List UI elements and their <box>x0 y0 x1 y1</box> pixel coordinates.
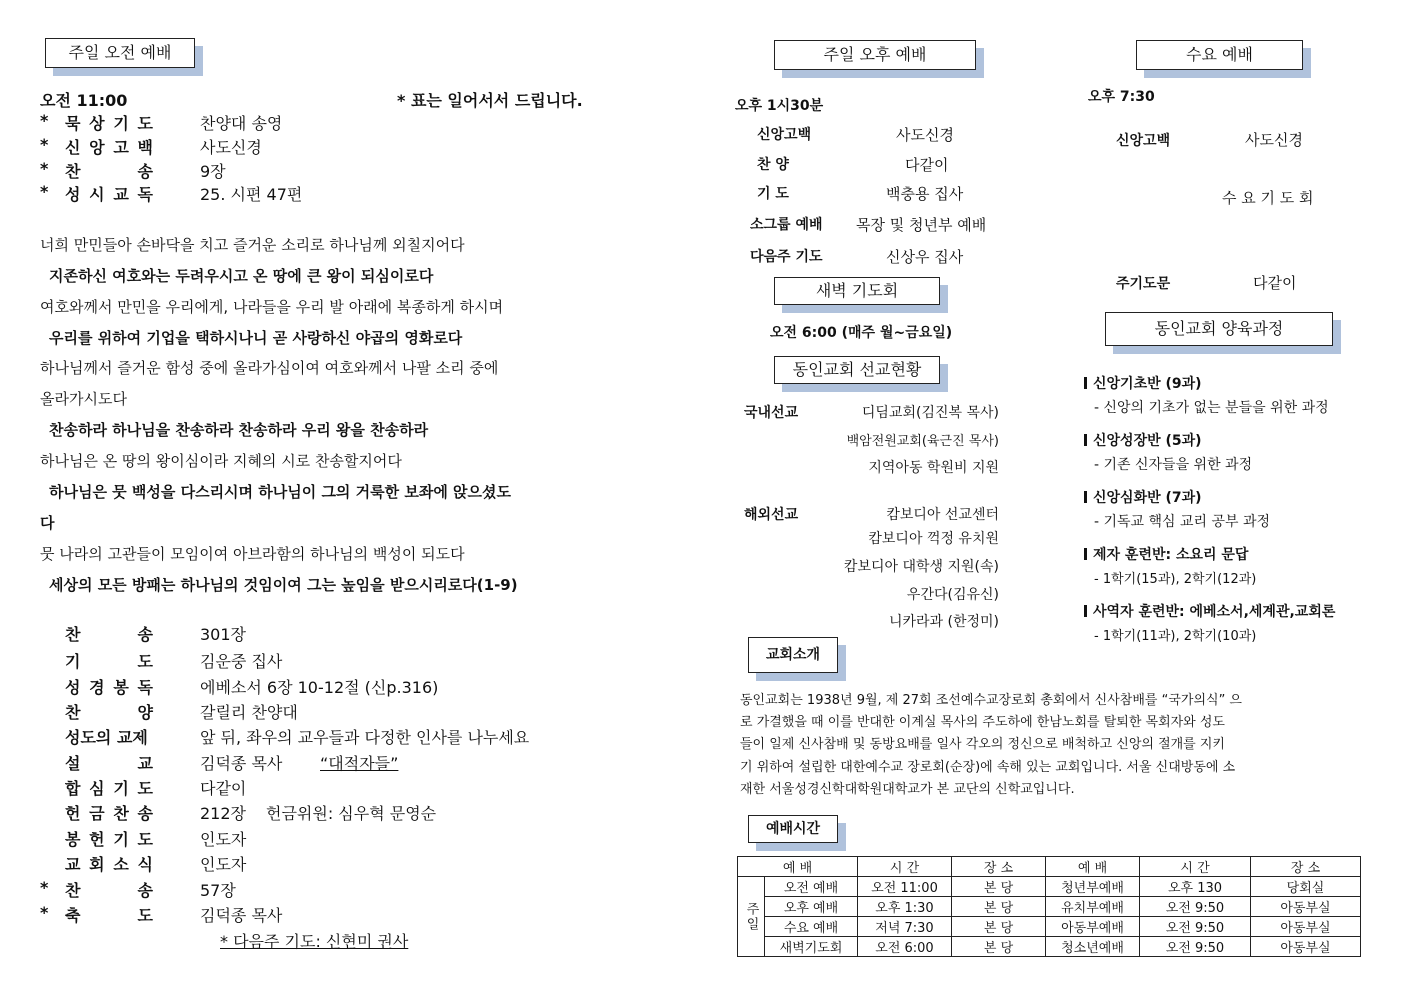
table-cell: 본 당 <box>952 917 1046 937</box>
order-value: 9장 <box>200 162 226 181</box>
training-desc: - 1학기(11과), 2학기(10과) <box>1094 629 1257 644</box>
table-cell: 아동부예배 <box>1046 917 1140 937</box>
dawn-prayer-title: 새벽 기도회 <box>774 277 940 305</box>
stand-mark: * <box>40 135 49 154</box>
reading-line: 뭇 나라의 고관들이 모임이여 아브라함의 하나님의 백성이 되도다 <box>40 545 465 563</box>
afternoon-label: 소그룹 예배 <box>750 217 823 233</box>
column-header: 예 배 <box>1046 857 1140 877</box>
table-cell: 청소년예배 <box>1046 937 1140 957</box>
reading-line: 너희 만민들아 손바닥을 치고 즐거운 소리로 하나님께 외칠지어다 <box>40 236 465 254</box>
training-desc: - 신앙의 기초가 없는 분들을 위한 과정 <box>1094 400 1329 416</box>
order-value: 인도자 <box>200 855 247 874</box>
afternoon-label: 다음주 기도 <box>750 249 823 265</box>
sunday-group-label: 주일 <box>738 877 765 957</box>
order-label: 찬 송 <box>65 162 153 181</box>
order-value: 찬양대 송영 <box>200 114 283 133</box>
table-header-row <box>738 857 1361 877</box>
intro-line: 재한 서울성경신학대학원대학교가 본 교단의 신학교입니다. <box>740 782 1075 797</box>
order-label: 봉 헌 기 도 <box>65 830 153 849</box>
table-cell: 오전 예배 <box>765 877 858 897</box>
church-intro-title: 교회소개 <box>748 637 838 673</box>
wednesday-time: 오후 7:30 <box>1088 89 1155 105</box>
schedule-title: 예배시간 <box>748 815 838 843</box>
order-value: 김운중 집사 <box>200 652 283 671</box>
reading-line: 지존하신 여호와는 두려우시고 온 땅에 큰 왕이 되심이로다 <box>49 267 434 285</box>
order-label: 교 회 소 식 <box>65 855 153 874</box>
stand-mark: * <box>40 878 49 897</box>
table-cell: 청년부예배 <box>1046 877 1140 897</box>
training-desc: - 1학기(15과), 2학기(12과) <box>1094 572 1257 587</box>
table-row <box>738 937 1361 957</box>
lords-prayer-label: 주기도문 <box>1116 276 1171 292</box>
wednesday-title: 수요 예배 <box>1136 40 1303 70</box>
column-header: 시 간 <box>1140 857 1251 877</box>
order-label: 성 경 봉 독 <box>65 678 153 697</box>
order-value: 다같이 <box>200 779 247 798</box>
reading-line: 하나님께서 즐거운 함성 중에 올라가심이여 여호와께서 나팔 소리 중에 <box>40 359 499 377</box>
stand-mark: * <box>40 111 49 130</box>
wednesday-meeting: 수 요 기 도 회 <box>1222 189 1314 207</box>
reading-line: 올라가시도다 <box>40 390 127 408</box>
intro-line: 기 위하여 설립한 대한예수교 장로회(순장)에 속해 있는 교회입니다. 서울 신대방동에 소 <box>740 760 1236 775</box>
order-value: 301장 <box>200 625 246 644</box>
table-cell: 오후 130 <box>1140 877 1251 897</box>
column-header: 장 소 <box>1251 857 1361 877</box>
order-label: 찬 송 <box>65 881 153 900</box>
stand-mark: * <box>40 159 49 178</box>
bullet-bar <box>1084 434 1087 446</box>
afternoon-label: 신앙고백 <box>757 127 812 143</box>
mission-title: 동인교회 선교현황 <box>774 356 940 384</box>
reading-line: 다 <box>40 514 55 532</box>
order-label: 합 심 기 도 <box>65 779 153 798</box>
training-course: 신앙심화반 (7과) <box>1084 487 1202 507</box>
schedule-table <box>737 856 1361 957</box>
order-value: 사도신경 <box>200 138 262 157</box>
column-header: 장 소 <box>952 857 1046 877</box>
training-title: 동인교회 양육과정 <box>1105 312 1333 346</box>
afternoon-value: 사도신경 <box>896 126 954 144</box>
order-label: 헌 금 찬 송 <box>65 804 153 823</box>
reading-line: 찬송하라 하나님을 찬송하라 찬송하라 우리 왕을 찬송하라 <box>49 421 429 439</box>
order-value: 에베소서 6장 10-12절 (신p.316) <box>200 678 439 697</box>
afternoon-value: 목장 및 청년부 예배 <box>856 216 987 234</box>
mission-item: 디딤교회(김진복 목사) <box>861 405 999 421</box>
order-label: 찬 송 <box>65 625 153 644</box>
table-row <box>738 877 1361 897</box>
dawn-prayer-time: 오전 6:00 (매주 월~금요일) <box>770 325 953 341</box>
reading-line: 여호와께서 만민을 우리에게, 나라들을 우리 발 아래에 복종하게 하시며 <box>40 298 504 316</box>
mission-item: 백암전원교회(육근진 목사) <box>846 434 999 449</box>
order-label: 설 교 <box>65 754 153 773</box>
training-course: 신앙기초반 (9과) <box>1084 373 1202 393</box>
order-value: 25. 시편 47편 <box>200 185 303 204</box>
table-cell: 아동부실 <box>1251 917 1361 937</box>
intro-line: 들이 일제 신사참배 및 동방요배를 일사 각오의 정신으로 배척하고 신앙의 절개를 지키 <box>740 737 1225 752</box>
bullet-bar <box>1084 548 1087 560</box>
mission-item: 캄보디아 꺽정 유치원 <box>868 531 999 547</box>
order-label: 성도의 교제 <box>65 728 148 747</box>
table-cell: 유치부예배 <box>1046 897 1140 917</box>
table-cell: 오후 1:30 <box>858 897 952 917</box>
afternoon-label: 찬 양 <box>757 157 789 173</box>
table-cell: 저녁 7:30 <box>858 917 952 937</box>
stand-mark: * <box>40 903 49 922</box>
table-row <box>738 917 1361 937</box>
reading-line: 세상의 모든 방패는 하나님의 것임이여 그는 높임을 받으시리로다(1-9) <box>49 576 518 594</box>
table-cell: 본 당 <box>952 877 1046 897</box>
stand-mark: * <box>40 182 49 201</box>
table-row <box>738 897 1361 917</box>
table-cell: 새벽기도회 <box>765 937 858 957</box>
offering-committee: 헌금위원: 심우혁 문영순 <box>266 804 437 823</box>
mission-item: 지역아동 학원비 지원 <box>868 460 999 476</box>
order-value: 57장 <box>200 881 236 900</box>
intro-line: 로 가결했을 때 이를 반대한 이계실 목사의 주도하에 한남노회를 탈퇴한 목회자와 성도 <box>740 715 1225 730</box>
reading-line: 우리를 위하여 기업을 택하시나니 곧 사랑하신 야곱의 영화로다 <box>49 329 463 347</box>
order-label: 찬 양 <box>65 703 153 722</box>
mission-item: 니카라과 (한정미) <box>888 614 999 630</box>
order-label: 성 시 교 독 <box>65 185 153 204</box>
mission-item: 캄보디아 대학생 지원(속) <box>843 559 999 575</box>
order-value: 김덕종 목사 <box>200 906 283 925</box>
mission-item: 우간다(김유신) <box>906 587 999 603</box>
training-course: 제자 훈련반: 소요리 문답 <box>1084 544 1248 564</box>
table-cell: 당회실 <box>1251 877 1361 897</box>
sunday-morning-title: 주일 오전 예배 <box>45 38 195 68</box>
reading-line: 하나님은 온 땅의 왕이심이라 지혜의 시로 찬송할지어다 <box>40 452 402 470</box>
table-cell: 본 당 <box>952 897 1046 917</box>
column-header: 예 배 <box>738 857 858 877</box>
training-desc: - 기독교 핵심 교리 공부 과정 <box>1094 514 1271 530</box>
order-label: 묵 상 기 도 <box>65 114 153 133</box>
table-cell: 오전 9:50 <box>1140 937 1251 957</box>
domestic-mission-label: 국내선교 <box>744 405 799 421</box>
table-cell: 수요 예배 <box>765 917 858 937</box>
bullet-bar <box>1084 491 1087 503</box>
wednesday-creed-label: 신앙고백 <box>1116 133 1171 149</box>
overseas-mission-label: 해외선교 <box>744 507 799 523</box>
afternoon-time: 오후 1시30분 <box>735 98 824 114</box>
training-course: 신앙성장반 (5과) <box>1084 430 1202 450</box>
afternoon-value: 신상우 집사 <box>886 248 964 266</box>
order-label: 기 도 <box>65 652 153 671</box>
intro-line: 동인교회는 1938년 9월, 제 27회 조선예수교장로회 총회에서 신사참배를 “국가의식” 으 <box>740 693 1242 708</box>
morning-time: 오전 11:00 <box>40 91 128 110</box>
afternoon-label: 기 도 <box>757 186 789 202</box>
order-value: 인도자 <box>200 830 247 849</box>
order-label: 신 앙 고 백 <box>65 138 153 157</box>
table-cell: 오전 9:50 <box>1140 897 1251 917</box>
table-cell: 아동부실 <box>1251 937 1361 957</box>
sunday-afternoon-title: 주일 오후 예배 <box>774 40 976 70</box>
wednesday-creed-value: 사도신경 <box>1245 131 1303 149</box>
order-label: 축 도 <box>65 906 153 925</box>
sermon-title: “대적자들” <box>320 754 399 773</box>
table-cell: 본 당 <box>952 937 1046 957</box>
table-cell: 오전 11:00 <box>858 877 952 897</box>
sermon-preacher: 김덕종 목사 <box>200 754 283 773</box>
order-value: 앞 뒤, 좌우의 교우들과 다정한 인사를 나누세요 <box>200 728 530 747</box>
afternoon-value: 백충용 집사 <box>886 185 964 203</box>
reading-line: 하나님은 뭇 백성을 다스리시며 하나님이 그의 거룩한 보좌에 앉으셨도 <box>49 483 511 501</box>
mission-item: 캄보디아 선교센터 <box>886 507 999 523</box>
order-value: 갈릴리 찬양대 <box>200 703 298 722</box>
lords-prayer-value: 다같이 <box>1253 274 1297 292</box>
table-cell: 오전 6:00 <box>858 937 952 957</box>
training-course: 사역자 훈련반: 에베소서,세계관,교회론 <box>1084 601 1335 621</box>
column-header: 시 간 <box>858 857 952 877</box>
bullet-bar <box>1084 605 1087 617</box>
bullet-bar <box>1084 377 1087 389</box>
order-value: 212장 <box>200 804 246 823</box>
training-desc: - 기존 신자들을 위한 과정 <box>1094 457 1253 473</box>
table-cell: 아동부실 <box>1251 897 1361 917</box>
table-cell: 오후 예배 <box>765 897 858 917</box>
next-week-prayer: * 다음주 기도: 신현미 권사 <box>220 932 409 951</box>
table-cell: 오전 9:50 <box>1140 917 1251 937</box>
stand-note: * 표는 일어서서 드립니다. <box>397 91 583 110</box>
afternoon-value: 다같이 <box>905 156 949 174</box>
